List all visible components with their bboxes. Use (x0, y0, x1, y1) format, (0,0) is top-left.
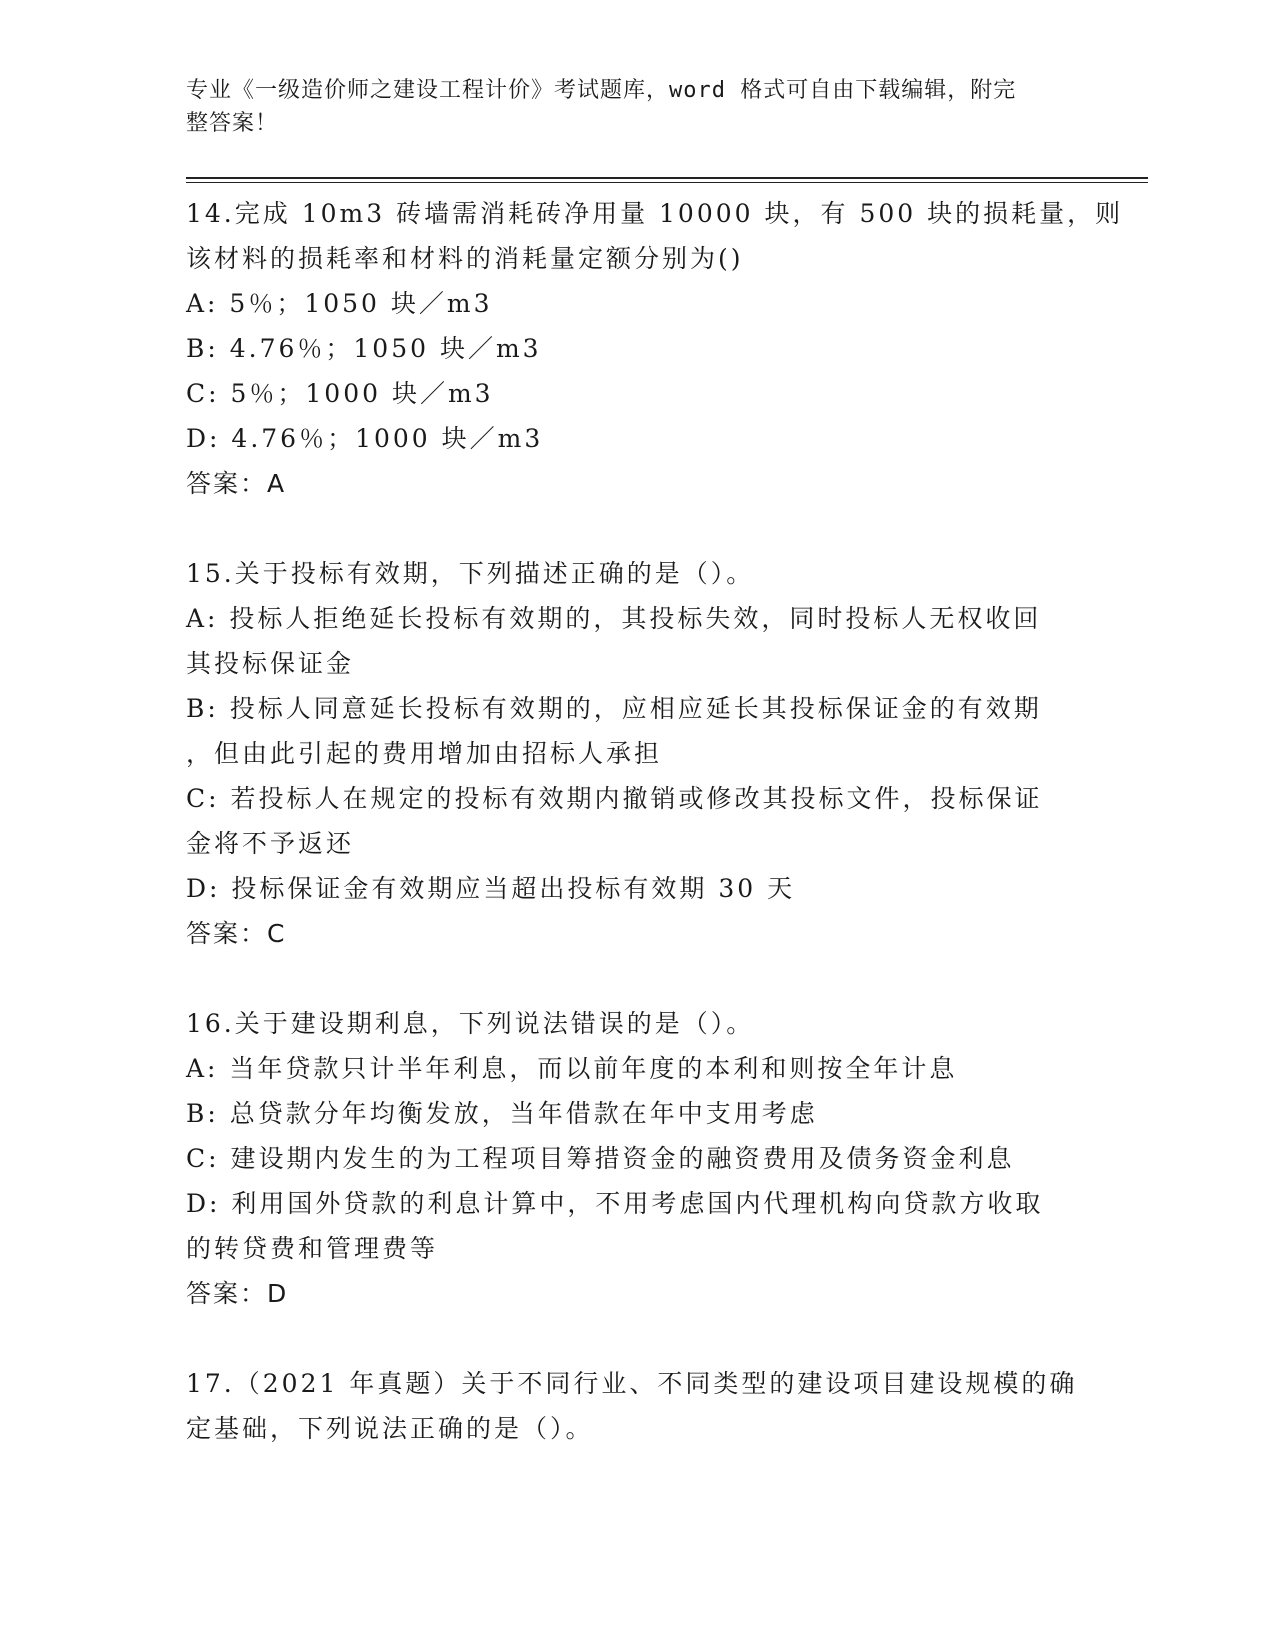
option-line: D: 4.76％；1000 块／m3 (186, 424, 544, 453)
option-line: 的转贷费和管理费等 (186, 1234, 439, 1263)
question-list (186, 191, 1124, 1496)
question-stem-line: 15.关于投标有效期，下列描述正确的是（）。 (186, 559, 755, 588)
option-line: A: 5％；1050 块／m3 (186, 289, 493, 318)
answer-row (186, 911, 1086, 956)
question-stem-line: 16.关于建设期利息，下列说法错误的是（）。 (186, 1009, 755, 1038)
option-line: A: 投标人拒绝延长投标有效期的，其投标失效，同时投标人无权收回 (186, 604, 1042, 633)
question-block (186, 1361, 1086, 1451)
option-line: C: 建设期内发生的为工程项目筹措资金的融资费用及债务资金利息 (186, 1144, 1015, 1173)
option-line: ，但由此引起的费用增加由招标人承担 (186, 739, 663, 768)
header-divider-thick (186, 177, 1148, 179)
header-line-2: 整答案！ (186, 111, 279, 136)
answer-row (186, 1271, 1086, 1316)
answer-value: C (267, 919, 287, 948)
option-line: D: 利用国外贷款的利息计算中，不用考虑国内代理机构向贷款方收取 (186, 1189, 1044, 1218)
option-line: C: 5％；1000 块／m3 (186, 379, 494, 408)
document-header (186, 74, 1066, 140)
question-stem-line: 17.（2021 年真题）关于不同行业、不同类型的建设项目建设规模的确 (186, 1369, 1078, 1398)
answer-value: D (267, 1279, 289, 1308)
answer-row (186, 461, 1086, 506)
option-line: A: 当年贷款只计半年利息，而以前年度的本利和则按全年计息 (186, 1054, 958, 1083)
question-stem-line: 定基础，下列说法正确的是（）。 (186, 1414, 594, 1443)
option-line: B: 4.76％；1050 块／m3 (186, 334, 542, 363)
question-stem-line: 14.完成 10m3 砖墙需消耗砖净用量 10000 块，有 500 块的损耗量，则 (186, 199, 1124, 228)
option-line: D: 投标保证金有效期应当超出投标有效期 30 天 (186, 874, 796, 903)
answer-label: 答案： (186, 1279, 268, 1308)
option-line: B: 投标人同意延长投标有效期的，应相应延长其投标保证金的有效期 (186, 694, 1042, 723)
option-line: 其投标保证金 (186, 649, 355, 678)
question-block (186, 191, 1124, 506)
answer-label: 答案： (186, 919, 268, 948)
header-divider-thin (186, 182, 1148, 183)
option-line: 金将不予返还 (186, 829, 355, 858)
header-line-1: 专业《一级造价师之建设工程计价》考试题库，word 格式可自由下载编辑，附完 (186, 78, 1017, 103)
option-line: C: 若投标人在规定的投标有效期内撤销或修改其投标文件，投标保证 (186, 784, 1043, 813)
answer-label: 答案： (186, 469, 268, 498)
option-line: B: 总贷款分年均衡发放，当年借款在年中支用考虑 (186, 1099, 818, 1128)
question-block (186, 1001, 1086, 1316)
answer-value: A (267, 469, 287, 498)
question-block (186, 551, 1086, 956)
question-stem-line: 该材料的损耗率和材料的消耗量定额分别为() (186, 244, 744, 273)
